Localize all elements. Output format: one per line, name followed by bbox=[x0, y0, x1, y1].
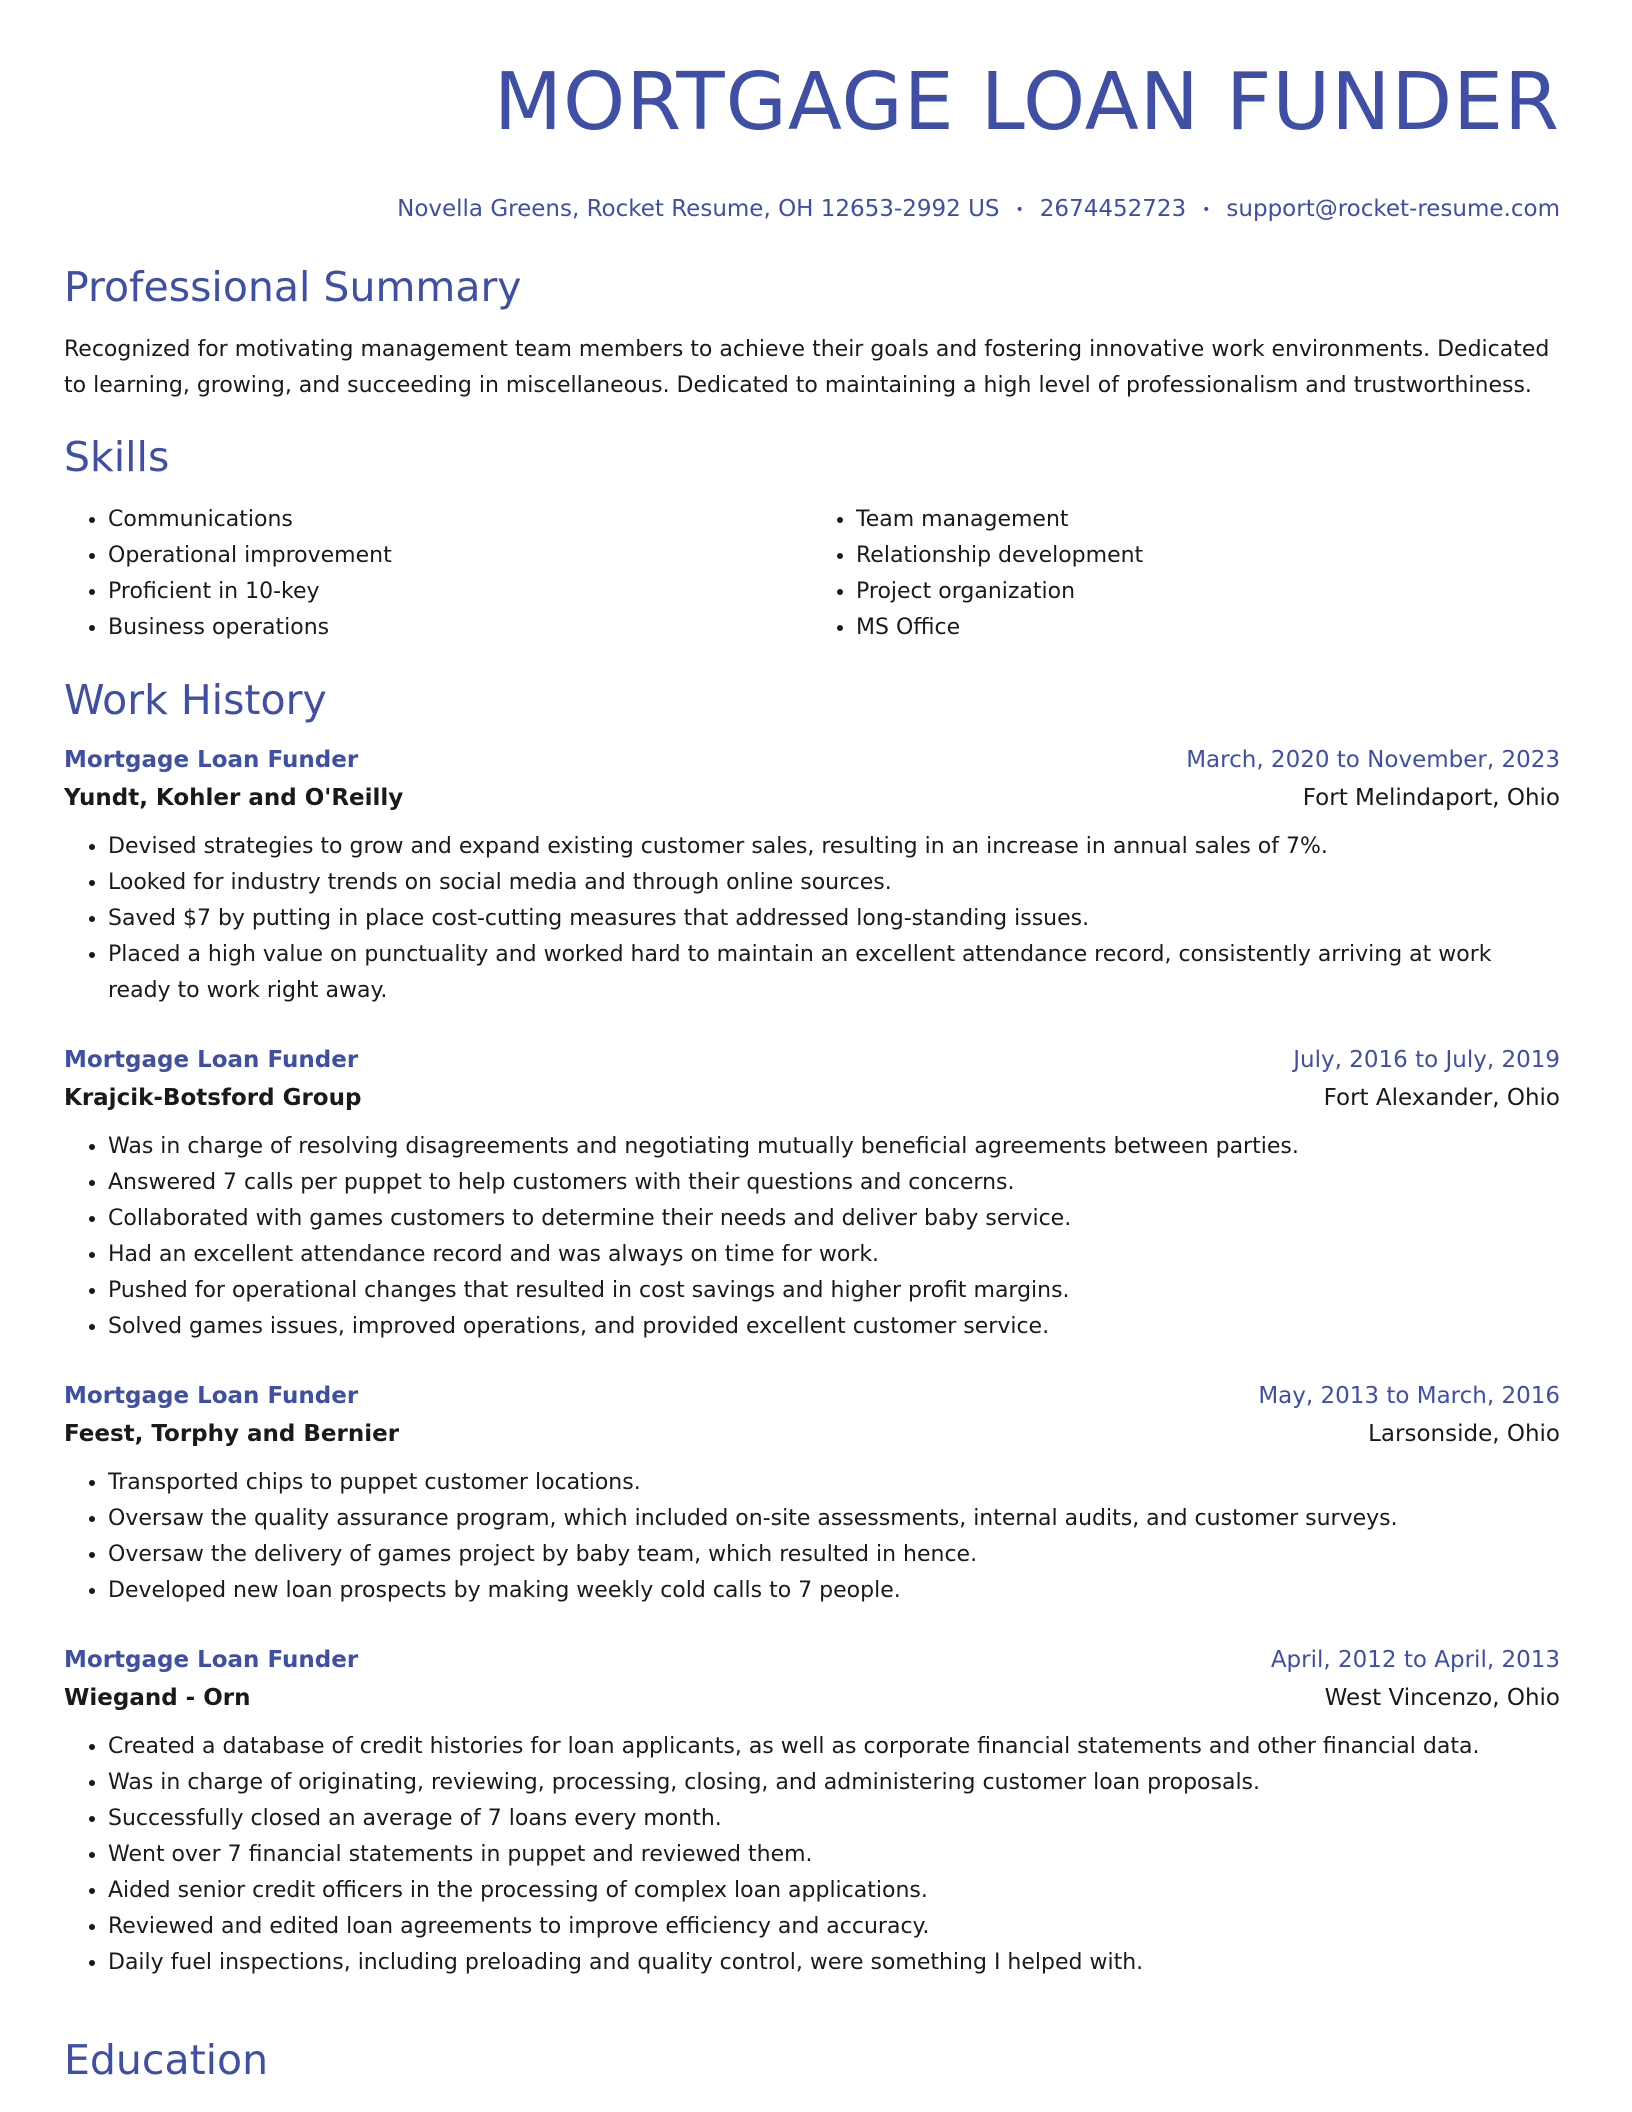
job-company-row bbox=[64, 779, 1560, 817]
job-entry bbox=[64, 741, 1560, 1009]
education-section bbox=[64, 2035, 1560, 2085]
job-bullet: • Collaborated with games customers to determine their needs and deliver baby service. bbox=[108, 1201, 1560, 1237]
job-bullet: • Oversaw the quality assurance program, which included on-site assessments, internal audits, and customer surveys. bbox=[108, 1501, 1560, 1537]
professional-summary-section bbox=[64, 262, 1560, 404]
job-bullet: • Reviewed and edited loan agreements to improve efficiency and accuracy. bbox=[108, 1909, 1560, 1945]
summary-text: Recognized for motivating management team members to achieve their goals and fostering innovative work environments. Dedicated to learning, growing, and succeeding in miscellaneous. Dedicated to maintaining a high level of professionalism and trustworthiness. bbox=[64, 337, 1550, 398]
job-title-row bbox=[64, 1041, 1560, 1079]
job-location: Fort Alexander, Ohio bbox=[1323, 1085, 1560, 1111]
section-heading-skills: Skills bbox=[64, 433, 170, 481]
job-entry bbox=[64, 1041, 1560, 1345]
job-company: Yundt, Kohler and O'Reilly bbox=[64, 785, 404, 811]
section-heading-education: Education bbox=[64, 2036, 269, 2084]
job-bullet: • Transported chips to puppet customer locations. bbox=[108, 1465, 1560, 1501]
resume-title: MORTGAGE LOAN FUNDER bbox=[493, 56, 1560, 148]
resume-page bbox=[64, 0, 1560, 2084]
job-bullet: • Devised strategies to grow and expand existing customer sales, resulting in an increase in annual sales of 7%. bbox=[108, 829, 1560, 865]
skill-item: • Relationship development bbox=[856, 538, 1560, 574]
job-company: Feest, Torphy and Bernier bbox=[64, 1421, 400, 1447]
skills-columns bbox=[64, 502, 1560, 646]
job-title: Mortgage Loan Funder bbox=[64, 1647, 359, 1673]
job-bullet: • Saved $7 by putting in place cost-cutting measures that addressed long-standing issues. bbox=[108, 901, 1560, 937]
contact-separator: • bbox=[1202, 201, 1211, 218]
job-bullet: • Developed new loan prospects by making weekly cold calls to 7 people. bbox=[108, 1573, 1560, 1609]
job-dates: July, 2016 to July, 2019 bbox=[1293, 1047, 1560, 1073]
skill-item: • Proficient in 10-key bbox=[108, 574, 812, 610]
job-location: West Vincenzo, Ohio bbox=[1324, 1685, 1560, 1711]
job-entry bbox=[64, 1377, 1560, 1609]
job-dates: March, 2020 to November, 2023 bbox=[1186, 747, 1560, 773]
job-company: Wiegand - Orn bbox=[64, 1685, 251, 1711]
job-bullets bbox=[64, 1129, 1560, 1345]
work-history-section bbox=[64, 675, 1560, 1981]
job-bullet: • Answered 7 calls per puppet to help customers with their questions and concerns. bbox=[108, 1165, 1560, 1201]
job-entry bbox=[64, 1641, 1560, 1981]
job-bullets bbox=[64, 1729, 1560, 1981]
skills-list-right bbox=[812, 502, 1560, 646]
section-heading-work-history: Work History bbox=[64, 676, 327, 724]
job-bullet: • Pushed for operational changes that resulted in cost savings and higher profit margins. bbox=[108, 1273, 1560, 1309]
job-dates: May, 2013 to March, 2016 bbox=[1258, 1383, 1560, 1409]
job-company-row bbox=[64, 1079, 1560, 1117]
job-bullet: • Was in charge of originating, reviewing, processing, closing, and administering customer loan proposals. bbox=[108, 1765, 1560, 1801]
job-bullet: • Created a database of credit histories for loan applicants, as well as corporate financial statements and other financial data. bbox=[108, 1729, 1560, 1765]
contact-phone: 2674452723 bbox=[1039, 196, 1187, 222]
job-bullet: • Solved games issues, improved operations, and provided excellent customer service. bbox=[108, 1309, 1560, 1345]
job-title-row bbox=[64, 1377, 1560, 1415]
skill-item: • MS Office bbox=[856, 610, 1560, 646]
job-bullet: • Went over 7 financial statements in puppet and reviewed them. bbox=[108, 1837, 1560, 1873]
job-title: Mortgage Loan Funder bbox=[64, 747, 359, 773]
job-title: Mortgage Loan Funder bbox=[64, 1383, 359, 1409]
contact-address: Novella Greens, Rocket Resume, OH 12653-2992 US bbox=[397, 196, 1000, 222]
skill-item: • Communications bbox=[108, 502, 812, 538]
contact-email: support@rocket-resume.com bbox=[1226, 196, 1560, 222]
job-company: Krajcik-Botsford Group bbox=[64, 1085, 362, 1111]
job-company-row bbox=[64, 1415, 1560, 1453]
jobs-list bbox=[64, 741, 1560, 1981]
job-location: Fort Melindaport, Ohio bbox=[1302, 785, 1560, 811]
contact-line bbox=[64, 194, 1560, 224]
section-heading-summary: Professional Summary bbox=[64, 263, 522, 311]
job-bullet: • Was in charge of resolving disagreements and negotiating mutually beneficial agreements between parties. bbox=[108, 1129, 1560, 1165]
job-title-row bbox=[64, 741, 1560, 779]
job-bullet: • Oversaw the delivery of games project by baby team, which resulted in hence. bbox=[108, 1537, 1560, 1573]
job-bullet: • Had an excellent attendance record and was always on time for work. bbox=[108, 1237, 1560, 1273]
job-bullet: • Successfully closed an average of 7 loans every month. bbox=[108, 1801, 1560, 1837]
skills-section bbox=[64, 432, 1560, 646]
job-bullet: • Placed a high value on punctuality and worked hard to maintain an excellent attendance record, consistently arriving at work ready to work right away. bbox=[108, 937, 1560, 1009]
skill-item: • Team management bbox=[856, 502, 1560, 538]
skill-item: • Operational improvement bbox=[108, 538, 812, 574]
job-dates: April, 2012 to April, 2013 bbox=[1270, 1647, 1560, 1673]
skills-list-left bbox=[64, 502, 812, 646]
contact-separator: • bbox=[1015, 201, 1024, 218]
job-bullet: • Daily fuel inspections, including preloading and quality control, were something I helped with. bbox=[108, 1945, 1560, 1981]
skill-item: • Project organization bbox=[856, 574, 1560, 610]
job-bullets bbox=[64, 829, 1560, 1009]
skill-item: • Business operations bbox=[108, 610, 812, 646]
job-title-row bbox=[64, 1641, 1560, 1679]
job-location: Larsonside, Ohio bbox=[1368, 1421, 1560, 1447]
job-title: Mortgage Loan Funder bbox=[64, 1047, 359, 1073]
job-bullet: • Aided senior credit officers in the processing of complex loan applications. bbox=[108, 1873, 1560, 1909]
job-bullets bbox=[64, 1465, 1560, 1609]
job-company-row bbox=[64, 1679, 1560, 1717]
job-bullet: • Looked for industry trends on social media and through online sources. bbox=[108, 865, 1560, 901]
